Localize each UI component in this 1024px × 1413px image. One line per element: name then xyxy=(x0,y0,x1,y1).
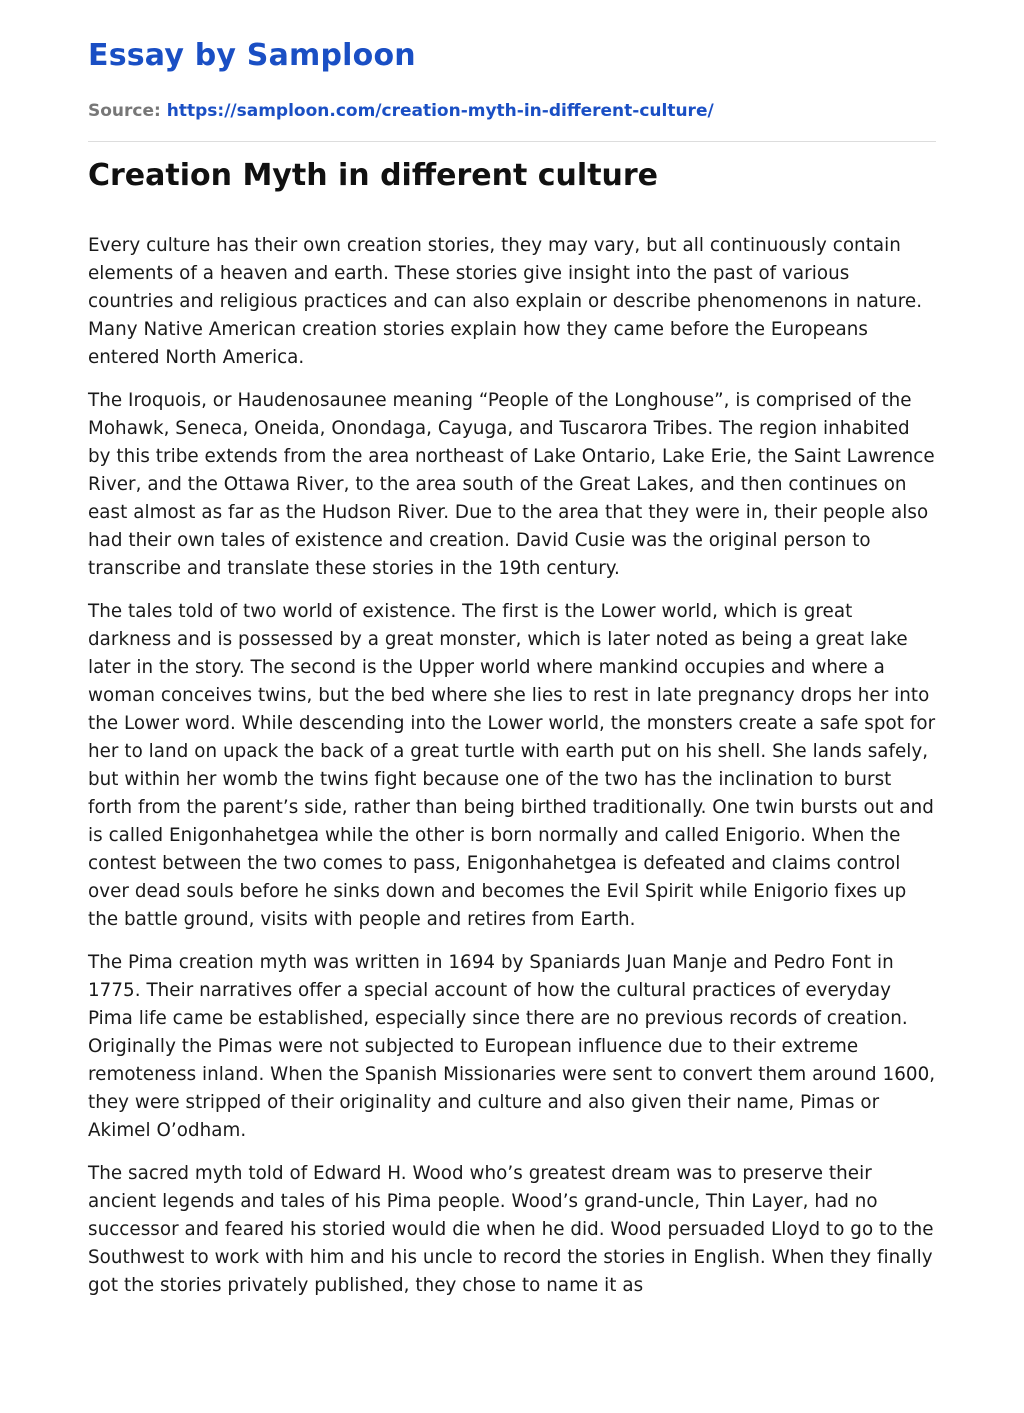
article-body xyxy=(88,232,936,1300)
article-title: Creation Myth in different culture xyxy=(88,158,659,193)
document-page xyxy=(88,36,936,1315)
paragraph: Every culture has their own creation stories, they may vary, but all continuously contain elements of a heaven and earth. These stories give insight into the past of various countries and religious practices and can also explain or describe phenomenons in nature. Many Native American creation stories explain how they came before the Europeans entered North America. xyxy=(88,235,923,368)
source-link[interactable]: https://samploon.com/creation-myth-in-different-culture/ xyxy=(166,101,714,121)
brand-title: Essay by Samploon xyxy=(88,38,416,73)
source-line xyxy=(88,100,936,122)
paragraph: The tales told of two world of existence. The first is the Lower world, which is great darkness and is possessed by a great monster, which is later noted as being a great lake later in the story. The second is the Upper world where mankind occupies and where a woman conceives twins, but the bed where she lies to rest in late pregnancy drops her into the Lower word. While descending into the Lower world, the monsters create a safe spot for her to land on upack the back of a great turtle with earth put on his shell. She lands safely, but within her womb the twins fight because one of the two has the inclination to burst forth from the parent’s side, rather than being birthed traditionally. One twin bursts out and is called Enigonhahetgea while the other is born normally and called Enigorio. When the contest between the two comes to pass, Enigonhahetgea is defeated and claims control over dead souls before he sinks down and becomes the Evil Spirit while Enigorio fixes up the battle ground, visits with people and retires from Earth. xyxy=(88,601,936,930)
header-divider xyxy=(88,141,936,142)
paragraph: The Iroquois, or Haudenosaunee meaning “People of the Longhouse”, is comprised of the Mohawk, Seneca, Oneida, Onondaga, Cayuga, and Tuscarora Tribes. The region inhabited by this tribe extends from the area northeast of Lake Ontario, Lake Erie, the Saint Lawrence River, and the Ottawa River, to the area south of the Great Lakes, and then continues on east almost as far as the Hudson River. Due to the area that they were in, their people also had their own tales of existence and creation. David Cusie was the original person to transcribe and translate these stories in the 19th century. xyxy=(88,390,935,579)
source-label: Source: xyxy=(88,101,161,121)
paragraph: The sacred myth told of Edward H. Wood who’s greatest dream was to preserve their ancient legends and tales of his Pima people. Wood’s grand-uncle, Thin Layer, had no successor and feared his storied would die when he did. Wood persuaded Lloyd to go to the Southwest to work with him and his uncle to record the stories in English. When they finally got the stories privately published, they chose to name it as xyxy=(88,1163,934,1296)
paragraph: The Pima creation myth was written in 1694 by Spaniards Juan Manje and Pedro Font in 1775. Their narratives offer a special account of how the cultural practices of everyday Pima life came be established, especially since there are no previous records of creation. Originally the Pimas were not subjected to European influence due to their extreme remoteness inland. When the Spanish Missionaries were sent to convert them around 1600, they were stripped of their originality and culture and also given their name, Pimas or Akimel O’odham. xyxy=(88,952,936,1141)
